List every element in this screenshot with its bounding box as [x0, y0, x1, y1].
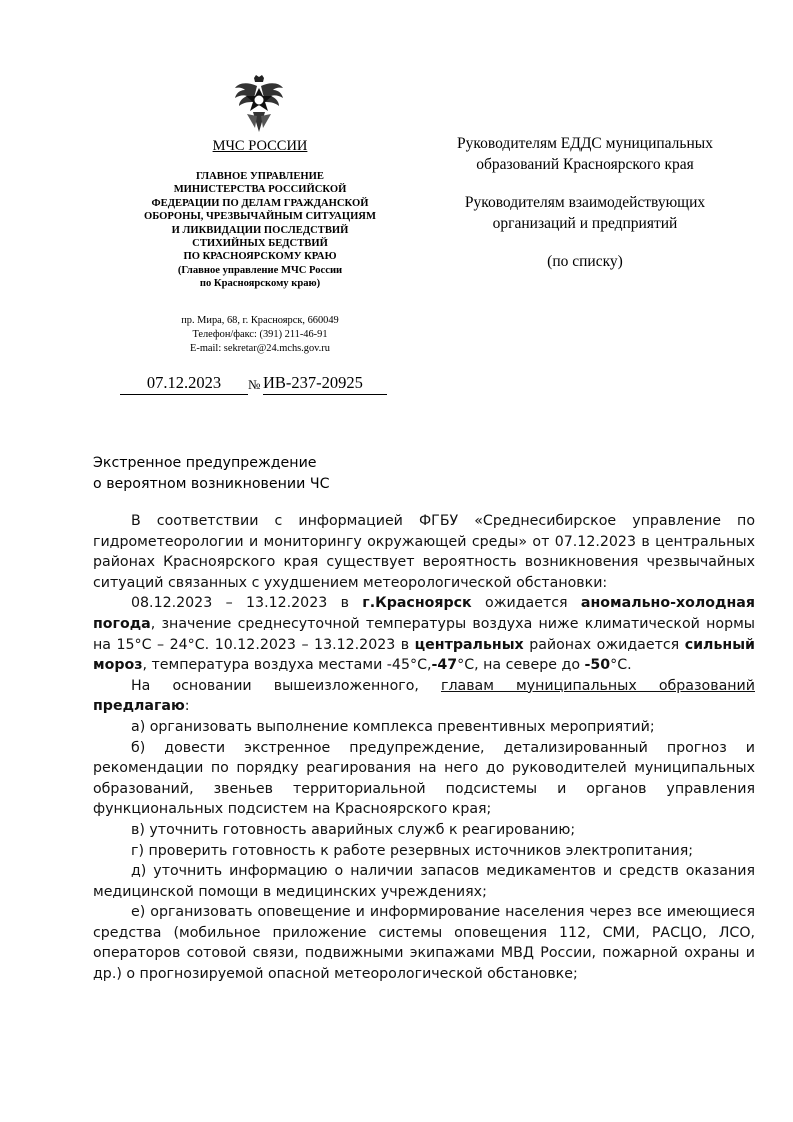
email: E-mail: sekretar@24.mchs.gov.ru [190, 343, 330, 355]
addressee-line: Руководителям взаимодействующих [464, 194, 706, 211]
list-item-a: а) организовать выполнение комплекса превентивных мероприятий; [131, 718, 655, 735]
number-label: № [248, 377, 261, 392]
text-run-bold: предлагаю [93, 698, 185, 715]
list-item-v: в) уточнить готовность аварийных служб к реагированию; [131, 821, 576, 838]
text-run-bold: -50 [584, 657, 611, 674]
text-run-bold: -47 [431, 657, 458, 674]
paragraph-proposal [93, 676, 755, 717]
document-date: 07.12.2023 [120, 372, 248, 395]
org-full-line: ПО КРАСНОЯРСКОМУ КРАЮ [183, 251, 337, 263]
paragraph-intro: В соответствии с информацией ФГБУ «Среднесибирское управление по гидрометеорологии и мониторингу окружающей среды» от 07.12.2023 в центральных районах Красноярского края существует вероятность возникновения чрезвычайных ситуаций связанных с ухудшением метеорологической обстановки: [93, 513, 755, 591]
text-run-bold: сильный мороз [93, 636, 755, 674]
text-run: °С, на севере до [457, 657, 585, 674]
addressee-line: образований Красноярского края [476, 156, 694, 173]
sender-block [120, 138, 400, 357]
list-item-g: г) проверить готовность к работе резервных источников электропитания; [131, 842, 694, 859]
document-number: ИВ-237-20925 [263, 372, 387, 395]
text-run: °С. [610, 657, 632, 674]
org-short-line: (Главное управление МЧС России [177, 264, 343, 276]
org-full-line: СТИХИЙНЫХ БЕДСТВИЙ [192, 238, 328, 250]
text-run: ожидается [471, 595, 581, 612]
org-full-line: ГЛАВНОЕ УПРАВЛЕНИЕ [196, 171, 324, 182]
subject-line: о вероятном возникновении ЧС [93, 476, 330, 492]
text-run: : [184, 698, 190, 715]
text-run: , значение среднесуточной температуры воздуха ниже климатической нормы на 15°С – 24°С. 10.12.2023 – 13.12.2023 в [93, 615, 755, 653]
addressee-line: Руководителям ЕДДС муниципальных [457, 135, 713, 152]
text-run-bold: г.Красноярск [362, 595, 472, 612]
text-run: На основании вышеизложенного, [131, 677, 441, 694]
mchs-emblem-icon [233, 74, 285, 136]
phone: Телефон/факс: (391) 211-46-91 [192, 328, 328, 340]
org-full-line: И ЛИКВИДАЦИИ ПОСЛЕДСТВИЙ [171, 224, 349, 236]
org-full-line: МИНИСТЕРСТВА РОССИЙСКОЙ [173, 184, 347, 196]
text-run-bold: аномально-холодная погода [93, 595, 755, 632]
text-run: 08.12.2023 – 13.12.2023 в [131, 595, 363, 612]
document-subject [93, 453, 393, 495]
addressee-line: (по списку) [547, 253, 623, 270]
registration-line [120, 372, 390, 396]
subject-line: Экстренное предупреждение [93, 455, 317, 471]
text-run: , температура воздуха местами -45°С, [142, 657, 432, 674]
org-full-line: ОБОРОНЫ, ЧРЕЗВЫЧАЙНЫМ СИТУАЦИЯМ [144, 211, 376, 223]
contact-info [120, 314, 400, 357]
org-full-line: ФЕДЕРАЦИИ ПО ДЕЛАМ ГРАЖДАНСКОЙ [151, 197, 369, 209]
text-run: районах ожидается [523, 636, 685, 653]
org-name: МЧС РОССИИ [212, 138, 308, 154]
list-item-e: е) организовать оповещение и информирование населения через все имеющиеся средства (мобильное приложение системы оповещения 112, СМИ, РАСЦО, ЛСО, операторов сотовой связи, подвижными экипажами МВД России, пожарной охраны и др.) о прогнозируемой опасной метеорологической обстановке; [93, 904, 755, 983]
text-run-underlined: главам муниципальных образований [440, 677, 755, 694]
document-body [93, 511, 755, 985]
list-item-d: д) уточнить информацию о наличии запасов медикаментов и средств оказания медицинской помощи в медицинских учреждениях; [93, 863, 755, 900]
org-short-line: по Красноярскому краю) [199, 278, 321, 290]
list-item-b: б) довести экстренное предупреждение, детализированный прогноз и рекомендации по порядку реагирования на него до руководителей муниципальных образований, звеньев территориальной подсистемы и органов управления функциональных подсистем на Красноярского края; [93, 739, 755, 818]
org-short-name [120, 264, 400, 291]
paragraph-forecast [93, 593, 755, 675]
addressee-block [415, 133, 755, 272]
org-full-name [120, 170, 400, 264]
address: пр. Мира, 68, г. Красноярск, 660049 [181, 314, 339, 326]
addressee-line: организаций и предприятий [492, 215, 678, 232]
text-run-bold: центральных [414, 636, 524, 653]
